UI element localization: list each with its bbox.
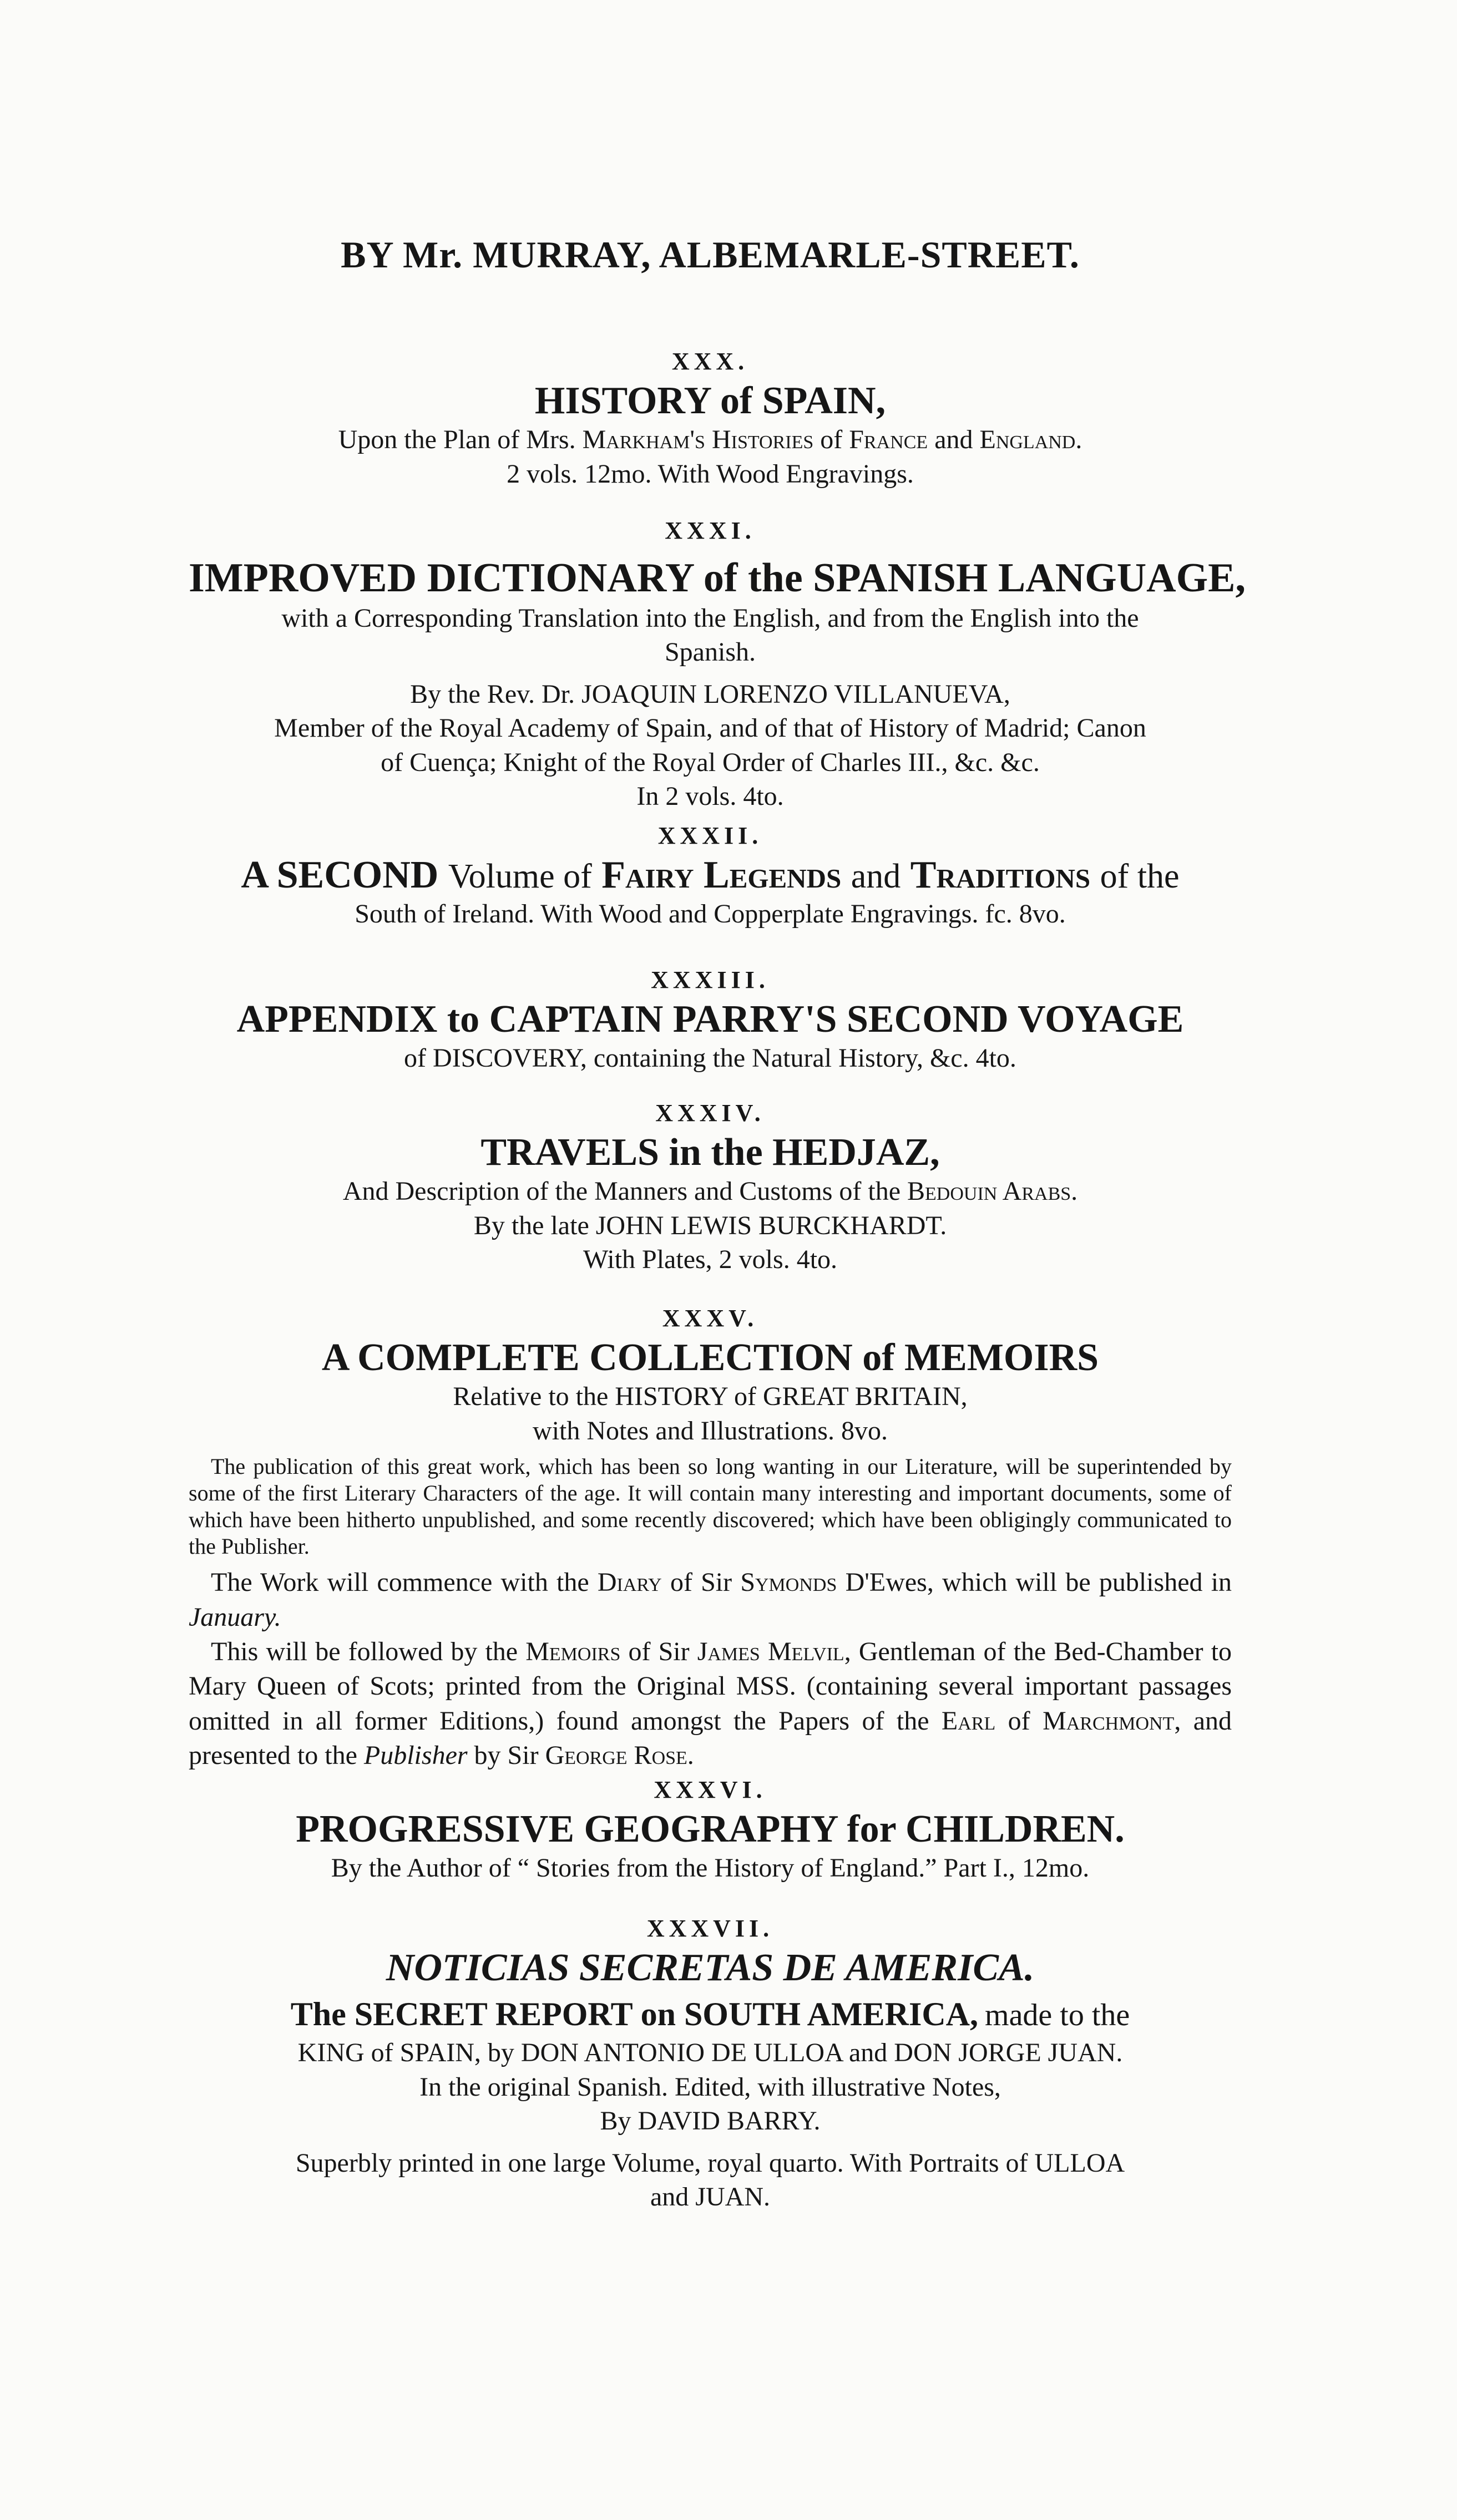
page-header	[189, 233, 1232, 277]
entry-xxxii	[189, 824, 1232, 931]
entry-line: with a Corresponding Translation into the English, and from the English into the	[281, 603, 1139, 633]
entry-line: By the Rev. Dr. JOAQUIN LORENZO VILLANUEVA,	[410, 679, 1010, 709]
entry-xxxv	[189, 1306, 1232, 1773]
entry-line: And Description of the Manners and Customs of the Bedouin Arabs.	[342, 1177, 1078, 1206]
entry-line: Member of the Royal Academy of Spain, and of that of History of Madrid; Canon	[274, 713, 1146, 743]
entry-number: XXXII.	[657, 822, 763, 849]
entry-line: KING of SPAIN, by DON ANTONIO DE ULLOA and DON JORGE JUAN.	[297, 2038, 1123, 2068]
entry-line: of DISCOVERY, containing the Natural History, &c. 4to.	[404, 1043, 1016, 1073]
entry-line: By the late JOHN LEWIS BURCKHARDT.	[473, 1210, 947, 1240]
entry-title: TRAVELS in the HEDJAZ,	[480, 1131, 940, 1174]
entry-line: By the Author of “ Stories from the History of England.” Part I., 12mo.	[331, 1853, 1090, 1883]
entry-line: Relative to the HISTORY of GREAT BRITAIN,	[453, 1382, 968, 1412]
entry-number: XXXV.	[662, 1305, 758, 1332]
entry-note: The publication of this great work, which has been so long wanting in our Literature, will be superintended by some of the first Literary Characters of the age. It will contain many interesting and important documents, some of which have been hitherto unpublished, and some recently discovered; which have been obligingly communicated to the Publisher.	[189, 1454, 1232, 1559]
entry-line: With Plates, 2 vols. 4to.	[583, 1245, 838, 1275]
entry-line: South of Ireland. With Wood and Copperplate Engravings. fc. 8vo.	[355, 899, 1066, 929]
entry-title: IMPROVED DICTIONARY of the SPANISH LANGUAGE,	[189, 555, 1246, 601]
entry-xxxiv	[189, 1101, 1232, 1277]
entry-title: NOTICIAS SECRETAS DE AMERICA.	[386, 1946, 1035, 1989]
entry-xxxvi	[189, 1778, 1232, 1885]
entry-xxxi	[189, 517, 1246, 814]
entry-number: XXXVI.	[654, 1776, 767, 1803]
entry-xxx	[189, 349, 1232, 491]
entry-line: of Cuença; Knight of the Royal Order of Charles III., &c. &c.	[381, 747, 1040, 777]
entry-number: XXXVII.	[646, 1915, 774, 1942]
entry-title: HISTORY of SPAIN,	[534, 379, 886, 422]
entry-number: XXXIII.	[651, 966, 770, 993]
entry-line: Superbly printed in one large Volume, royal quarto. With Portraits of ULLOA	[295, 2148, 1125, 2178]
entry-title: APPENDIX to CAPTAIN PARRY'S SECOND VOYAGE	[236, 998, 1184, 1041]
entry-line: In 2 vols. 4to.	[636, 782, 784, 812]
entry-number: XXXIV.	[655, 1099, 765, 1127]
entry-paragraph: This will be followed by the Memoirs of Sir James Melvil, Gentleman of the Bed-Chamber to Mary Queen of Scots; printed from the Original MSS. (containing several important passages omitted in all former Editions,) found amongst the Papers of the Earl of Marchmont, and presented to the Publisher by Sir George Rose.	[189, 1637, 1232, 1771]
entry-line: and JUAN.	[650, 2182, 770, 2212]
entry-line: Spanish.	[664, 637, 756, 667]
entry-line: In the original Spanish. Edited, with illustrative Notes,	[419, 2072, 1001, 2102]
entry-xxxiii	[189, 968, 1232, 1076]
entry-paragraph: The Work will commence with the Diary of Sir Symonds D'Ewes, which will be published in January.	[189, 1568, 1232, 1632]
publisher-heading: BY Mr. MURRAY, ALBEMARLE-STREET.	[341, 234, 1080, 276]
entry-title: A SECOND Volume of Fairy Legends and Traditions of the	[241, 854, 1180, 896]
entry-line: The SECRET REPORT on SOUTH AMERICA, made to the	[290, 1996, 1130, 2033]
entry-number: XXX.	[671, 348, 749, 375]
entry-number: XXXI.	[665, 517, 756, 544]
entry-title: A COMPLETE COLLECTION of MEMOIRS	[321, 1336, 1099, 1379]
entry-title: PROGRESSIVE GEOGRAPHY for CHILDREN.	[296, 1808, 1125, 1850]
entry-line: Upon the Plan of Mrs. Markham's Histories of France and England.	[338, 425, 1082, 455]
entry-line: with Notes and Illustrations. 8vo.	[533, 1416, 888, 1446]
entry-line: 2 vols. 12mo. With Wood Engravings.	[507, 459, 914, 489]
entry-line: By DAVID BARRY.	[600, 2106, 821, 2136]
entry-xxxvii	[189, 1916, 1232, 2214]
